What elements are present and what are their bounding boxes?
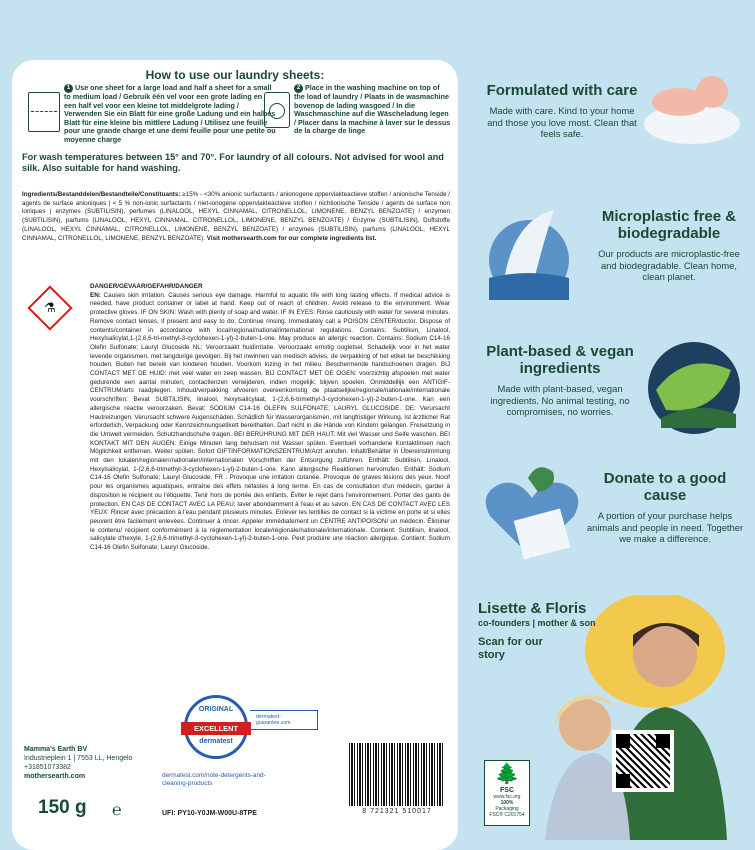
washing-machine-icon [264,92,290,128]
step-1-text: Use one sheet for a large load and half a sheet for a small to medium load / Gebruik één vel voor een grote lading en een half vel voor een kleine tot middelgrote lading / Verwenden Sie ein Blatt für eine große Ladung und ein halbes Blatt für eine kleine bis mittlere Ladung / Utilisez une feuille pour une grande charge et une demi feuille pour une petite ou moyenne charge [64,83,276,144]
feature-body: Made with plant-based, vegan ingredients. No animal testing, no compromises, no worries. [490,383,630,417]
story-qr-code[interactable] [612,730,674,792]
feature-body: A portion of your purchase helps animals and people in need. Together we make a difference. [586,510,744,544]
wash-temperature-note: For wash temperatures between 15° and 70°. For laundry of all colours. Not advised for wool and silk. Also suitable for hand washing. [22,152,444,173]
ingredients-text: ≥15% - <30% anionic surfactants / anionogene oppervlakteactieve stoffen / anionische Tenside / agents de surface anioniques | < 5 % non-ionic surfactants / niet-ionogene oppervlakteactieve stoffen / nichtionische Tenside / agents de surface non ioniques | enzymes (SUBTILISIN), perfumes (LINALOOL, HEXYL CINNAMAL, CITRONELLOL, LIMONENE, BENZYL BENZOATE) / enzymen (SUBTILISIN), parfums (LINALOOL, HEXYL CINNAMAL, CITRONELLOL, LIMONENE, BENZYL BENZOATE) / Enzyme (SUBTILISIN), Duftstoffe (LINALOOL, HEXYL CINNAMAL, CITRONELLOL, LIMONENE, BENZYL BENZOATE) / enzymes (SUBTILISIN), parfums (LINALOOL, HEXYL CINNAMAL, CITRONELLOL, LIMONENE, BENZYL BENZOATE). [22,191,450,242]
feature-plant-based [486,343,634,418]
founders-subtitle: co-founders | mother & son [478,618,596,628]
corrosion-icon: ⚗ [44,300,56,315]
fsc-logo [484,760,530,826]
step-2-number: 2 [294,84,303,93]
danger-heading: DANGER/GEVAAR/GEFAHR/DANGER [90,283,203,290]
laundry-sheet-icon [28,92,60,132]
fsc-tree-icon: 🌲 [494,763,520,785]
step-1-number: 1 [64,84,73,93]
company-name: Mamma's Earth BV [24,746,88,753]
dermatest-badge [184,695,248,759]
ingredients-label: Ingredients/Bestanddelen/Bestandteile/Constituants: [22,191,181,198]
how-to-title: How to use our laundry sheets: [145,68,325,82]
ingredients-link: Visit mothersearth.com for our complete ingredients list. [206,234,377,242]
plant-leaf-illustration [636,330,746,440]
danger-statements [22,283,450,553]
badge-middle: EXCELLENT [181,722,251,735]
fsc-pct: 100% [500,800,514,806]
company-info [24,745,132,781]
feature-body: Made with care. Kind to your home and those you love most. Clean that feels safe. [487,105,637,139]
danger-en-label: EN: [90,291,101,299]
how-to-step-2 [294,84,452,136]
dolphin-water-illustration [474,200,584,305]
barcode [349,743,445,806]
feature-donate [584,470,746,545]
fsc-code: FSC® C201754 [489,812,525,818]
how-to-step-1 [64,84,276,145]
fsc-label: FSC [500,787,514,794]
step-2-text: Place in the washing machine on top of the load of laundry / Plaats in de wasmachine bovenop de lading wasgoed / In die Waschmaschine auf die Wäscheladung legen / Placer dans la machine à laver sur le dessus de la charge de linge [294,83,451,136]
scan-story-cta[interactable]: Scan for our story [478,636,543,661]
barcode-number: 8 721321 510017 [362,808,432,815]
label-panel [12,60,458,850]
feature-formulated [482,82,642,140]
ingredients [22,191,450,243]
estimated-sign-icon: ℮ [112,802,122,819]
company-phone: +31851073382 [24,764,71,771]
feature-title: Microplastic free & biodegradable [601,208,737,242]
heart-hands-illustration [478,458,586,570]
sleeping-baby-cloud-illustration [640,62,745,152]
feature-title: Plant-based & vegan ingredients [486,343,634,377]
company-url: mothersearth.com [24,773,86,780]
founders-title: Lisette & Floris [478,600,587,617]
dermatest-site: dermatest-guarantee.com [250,710,318,730]
feature-title: Donate to a good cause [603,470,727,504]
badge-top: ORIGINAL [198,706,234,713]
feature-title: Formulated with care [486,82,638,99]
founders-photo [515,595,735,840]
feature-microplastic [590,208,748,283]
fsc-site: www.fsc.org [493,794,521,800]
ufi-code: UFI: PY10-Y0JM-W00U-8TPE [162,810,257,817]
badge-bottom: dermatest [199,738,233,745]
net-weight: 150 g [38,797,87,818]
feature-body: Our products are microplastic-free and biodegradable. Clean home, clean planet. [598,248,740,282]
company-address: Industrieplein 1 | 7553 LL, Hengelo [24,755,133,762]
fsc-packaging: Packaging [495,806,519,812]
danger-text: Causes skin irritation. Causes serious eye damage. Harmful to aquatic life with long lasting effects. If medical advice is needed, have product container or label at hand. Keep out of reach of children. Avoid release to the environment. Wear protective gloves. IF ON SKIN: Wash with plenty of soap and water. IF IN EYES: Rinse cautiously with water for several minutes. Remove contact lenses, if present and easy to do. Continue rinsing. Immediately call a POISON CENTER/doctor. Dispose of contents/container in accordance with local/regional/national/international regulations. Contains: Subtilisin, Linalool, Hexylsalicylat,1-(2,6,6-tri-methyl-3-cyclohexen-1-yl)-2-buten-1-one. May produce an allergic reaction. Contains: Sodium C14-16 Olefin Sulfonate; Lauryl Glucoside NL: Veroorzaakt huidirritatie. Veroorzaakt ernstig oogletsel. Schadelijk voor in het water levende organismen, met langdurige gevolgen. Bij het inwinnen van medisch advies, de verpakking of het etiket ter beschikking houden. Buiten het bereik van kinderen houden. Voorkom lozing in het milieu. Beschermende handschoenen dragen. BIJ CONTACT MET DE HUID: met veel water en zeep wassen. BIJ CONTACT MET DE OGEN: voorzichtig afspoelen met water gedurende een aantal minuten; contactlenzen verwijderen, indien mogelijk; blijven spoelen. Onmiddellijk een ANTIGIF-CENTRUM/arts raadplegen. Inhoud/verpakking afvoeren overeenkomstig de plaatselijke/regionale/nationale/internationale voorschriften: Bevat SUBTILISIN, linalool, hexylsalicylaat, 1-(2,6,6-trimethyl-3-cyclohexen-1-yl)-2-buten-1-one. Kan een allergische reactie veroorzaken. Bevat: SODIUM C14-16 OLEFIN SULFONATE; LAURYL GLUCOSIDE. DE: Verursacht Hautreizungen. Verursacht schwere Augenschäden. Schädlich für Wasserorganismen, mit langfristiger Wirkung. Ist ärztlicher Rat erforderlich, Verpackung oder Kennzeichnungsetikett bereithalten. Darf nicht in die Hände von Kindern gelangen. Freisetzung in die Umwelt vermeiden. Schutzhandschuhe tragen. BEI BERÜHRUNG MIT DER HAUT: Mit viel Wasser und Seife waschen. BEI KONTAKT MIT DEN AUGEN: Einige Minuten lang behutsam mit Wasser spülen. Eventuell vorhandene Kontaktlinsen nach Möglichkeit entfernen. Weiter spülen. Sofort GIFTINFORMATIONSZENTRUM/Arzt anrufen. Inhalt/Behälter in Übereinstimmung mit den lokalen/regionalen/nationalen/internationalen Vorschriften der Entsorgung zuführen. Enthält: Subtilisin, Linalool, Hexylsalicylat, 1-(2,6,6-trimethyl-3-cyclohexen-1-yl)-2-buten-1-one. Kann allergische Reaktionen hervorrufen. Enthält: Sodium C14-16 Olefin Sulfonate; Lauryl Glucoside. FR : Provoque une irritation cutanée. Provoque de graves lésions des yeux. Nocif pour les organismes aquatiques, entraîne des effets néfastes à long terme. En cas de consultation d'un médecin, garder à disposition le récipient ou l'étiquette. Tenir hors de portée des enfants. Éviter le rejet dans l'environnement. Porter des gants de protection. EN CAS DE CONTACT AVEC LA PEAU: laver abondamment à l'eau et au savon. EN CAS DE CONTACT AVEC LES YEUX: Rincer avec précaution à l'eau pendant plusieurs minutes. Enlever les lentilles de contact si la victime en porte et si elles peuvent être facilement enlevées. Continuer à rincer. Appeler immédiatement un CENTRE ANTIPOISON/ un médecin. Éliminer le contenu/ récipient conformément à la réglementation locale/régionale/nationale/internationale. Contient: Subtilisin, linalool, salicylate d'hexyle, 1-(2,6,6-trimethyl-3-cyclohexen-1-yl)-2-buten-1-one. Peut produire une réaction allergique. Contient: Sodium C14-16 Olefin Sulfonate; Lauryl Glucoside. [90,291,450,552]
dermatest-link: dermatest.com/note-detergents-and-cleaning-products [162,772,266,787]
